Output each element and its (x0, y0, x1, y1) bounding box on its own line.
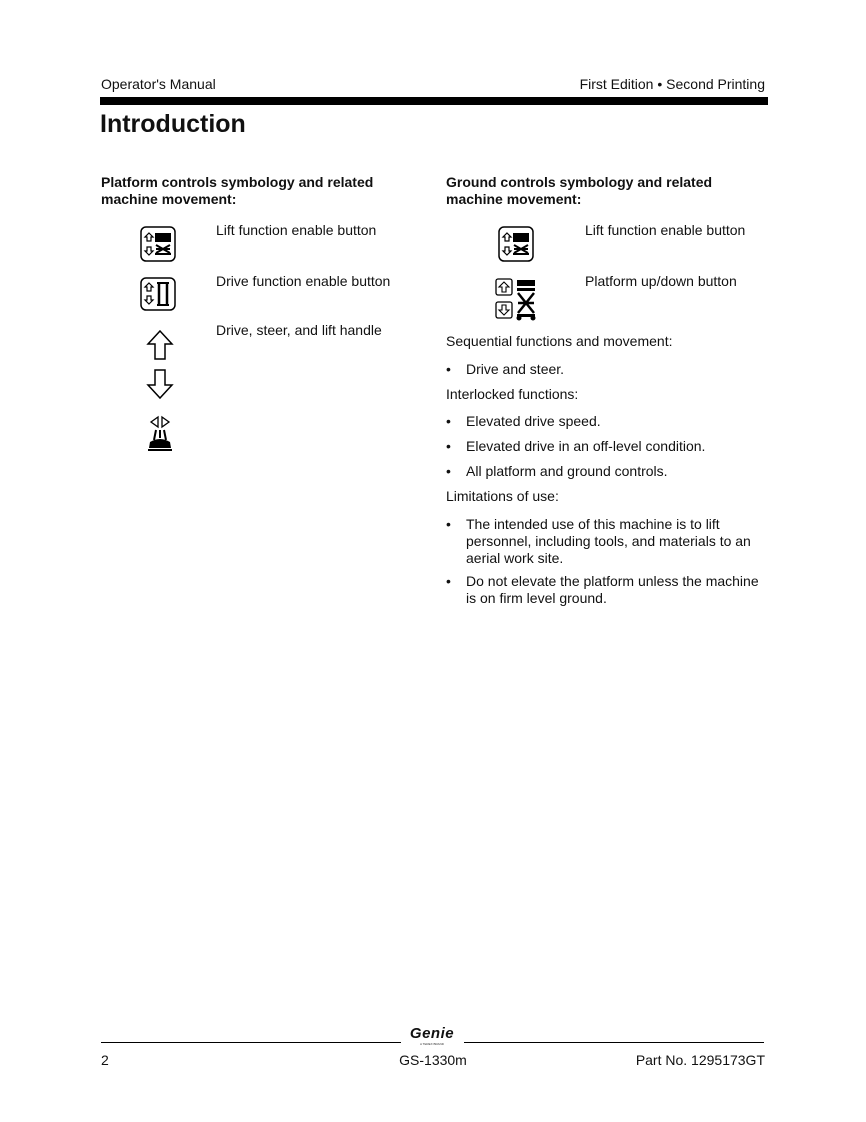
page-title: Introduction (100, 110, 246, 138)
interlocked-heading: Interlocked functions: (446, 386, 579, 402)
lift-enable-icon (498, 226, 534, 262)
header-rule (100, 97, 768, 105)
platform-item-label: Drive function enable button (216, 273, 391, 289)
limitations-heading: Limitations of use: (446, 488, 559, 504)
bullet-dot: • (446, 463, 451, 479)
platform-controls-heading: Platform controls symbology and related machine movement: (101, 174, 374, 207)
platform-up-down-icon (495, 277, 539, 321)
bullet-dot: • (446, 516, 451, 532)
part-number: Part No. 1295173GT (635, 1052, 765, 1068)
bullet-dot: • (446, 413, 451, 429)
header-manual-title: Operator's Manual (101, 76, 216, 92)
drive-enable-icon (140, 277, 176, 311)
footer-rule-right (464, 1042, 764, 1043)
lift-enable-icon (140, 226, 176, 262)
joystick-icon (146, 328, 176, 456)
model-number: GS-1330m (399, 1052, 467, 1068)
genie-logo (402, 1026, 462, 1046)
page-number: 2 (101, 1052, 109, 1068)
sequential-heading: Sequential functions and movement: (446, 333, 673, 349)
bullet-dot: • (446, 361, 451, 377)
bullet-dot: • (446, 438, 451, 454)
ground-controls-heading: Ground controls symbology and related machine movement: (446, 174, 713, 207)
footer-rule-left (101, 1042, 401, 1043)
header-edition: First Edition • Second Printing (579, 76, 765, 92)
ground-item-label: Platform up/down button (585, 273, 737, 289)
platform-item-label: Drive, steer, and lift handle (216, 322, 382, 338)
bullet-dot: • (446, 573, 451, 589)
ground-item-label: Lift function enable button (585, 222, 746, 238)
platform-item-label: Lift function enable button (216, 222, 377, 238)
logo-tagline: A TEREX BRAND (420, 1042, 444, 1046)
logo-wordmark: Genie (409, 1025, 455, 1042)
